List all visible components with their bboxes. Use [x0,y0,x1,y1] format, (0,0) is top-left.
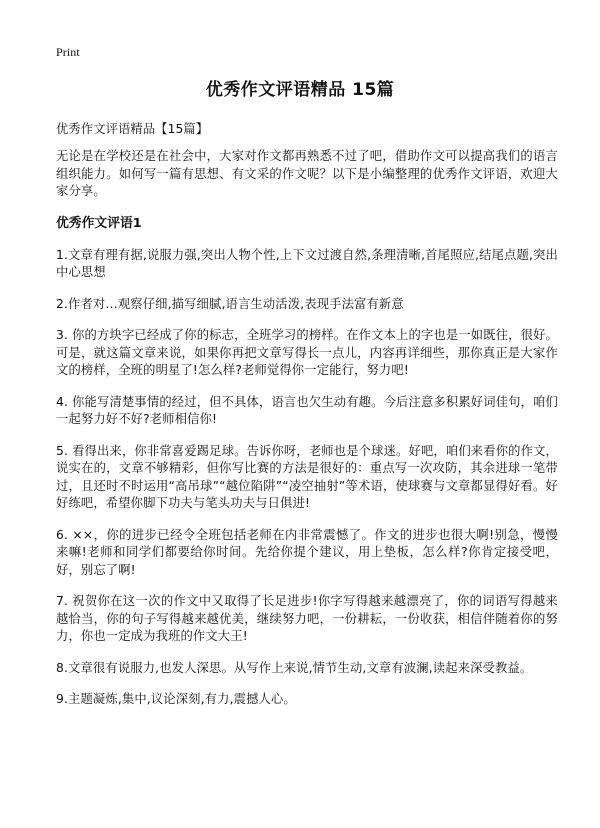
comment-item: 7. 祝贺你在这一次的作文中又取得了长足进步!你字写得越来越漂亮了，你的词语写得越来越恰当，你的句子写得越来越优美，继续努力吧，一份耕耘，一份收获，相信伴随着你的努力，你也一定成为我班的作文大王! [56,594,558,643]
print-label: Print [56,45,80,59]
comment-item: 6. ××，你的进步已经令全班包括老师在内非常震憾了。作文的进步也很大啊!别急，慢慢来嘛!老师和同学们都要给你时间。先给你提个建议，用上垫板，怎么样?你肯定接受吧，好，别忘了啊! [56,527,558,577]
comment-item: 8.文章很有说服力,也发人深思。从写作上来说,情节生动,文章有波澜,读起来深受教益。 [56,660,533,675]
document-subtitle: 优秀作文评语精品【15篇】 [56,122,209,136]
comment-item: 2.作者对…观察仔细,描写细腻,语言生动活泼,表现手法富有新意 [56,296,404,311]
document-title: 优秀作文评语精品 15篇 [205,80,395,100]
comment-item: 1.文章有理有据,说服力强,突出人物个性,上下文过渡自然,条理清晰,首尾照应,结尾点题,突出中心思想 [56,247,558,279]
comment-item: 4. 你能写清楚事情的经过，但不具体，语言也欠生动有趣。今后注意多积累好词佳句，咱们一起努力好不好?老师相信你! [56,394,558,426]
comment-item: 3. 你的方块字已经成了你的标志，全班学习的榜样。在作文本上的字也是一如既往，很好。可是，就这篇文章来说，如果你再把文章写得长一点儿，内容再详细些，那你真正是大家作文的榜样，全班的明星了!怎么样?老师觉得你一定能行，努力吧! [56,328,558,377]
section-heading: 优秀作文评语1 [56,215,142,231]
intro-paragraph: 无论是在学校还是在社会中，大家对作文都再熟悉不过了吧，借助作文可以提高我们的语言组织能力。如何写一篇有思想、有文采的作文呢？以下是小编整理的优秀作文评语，欢迎大家分享。 [56,149,558,198]
comment-item: 5. 看得出来，你非常喜爱踢足球。告诉你呀，老师也是个球迷。好吧，咱们来看你的作文，说实在的，文章不够精彩，但你写比赛的方法是很好的：重点写一次攻防，其余进球一笔带过，且还时不时运用“高吊球”“越位陷阱”“凌空抽射”等术语，使球赛与文章都显得好看。好好练吧，希望你脚下功夫与笔头功夫与日俱进! [56,443,558,510]
document-body [56,120,558,723]
comment-item: 9.主题凝炼,集中,议论深刻,有力,震撼人心。 [56,692,296,706]
